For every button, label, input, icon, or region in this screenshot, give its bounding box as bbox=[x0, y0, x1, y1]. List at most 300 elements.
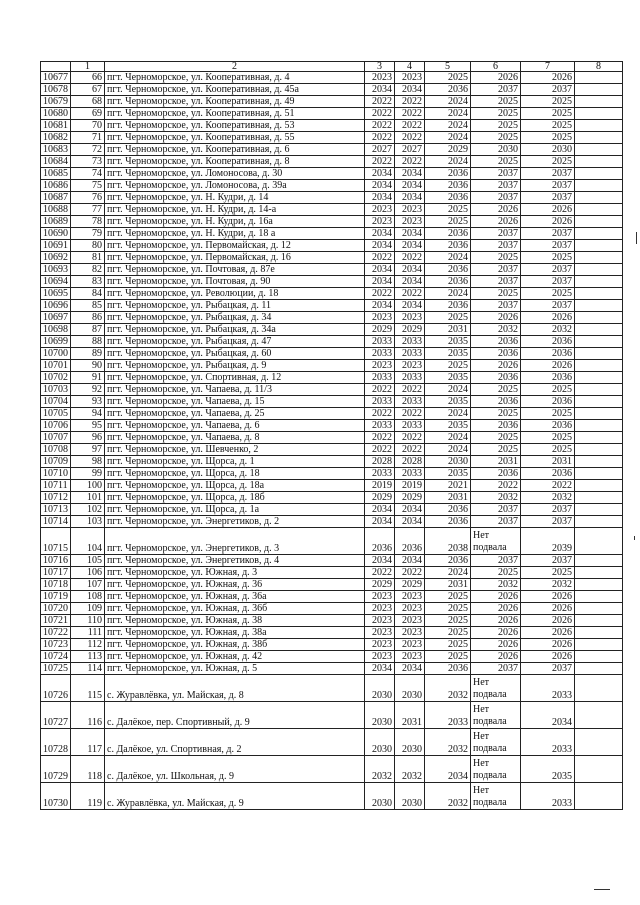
row-number-cell: 91 bbox=[71, 372, 105, 384]
year-col6-cell: 2025 bbox=[471, 288, 521, 300]
row-id-cell: 10720 bbox=[41, 603, 71, 615]
table-row bbox=[41, 144, 623, 156]
address-cell: пгт. Черноморское, ул. Н. Кудри, д. 14-а bbox=[105, 204, 365, 216]
address-cell: пгт. Черноморское, ул. Щорса, д. 18 bbox=[105, 468, 365, 480]
table-row bbox=[41, 384, 623, 396]
row-id-cell: 10724 bbox=[41, 651, 71, 663]
address-cell: пгт. Черноморское, ул. Кооперативная, д. 8 bbox=[105, 156, 365, 168]
year-col3-cell: 2030 bbox=[365, 783, 395, 810]
year-col4-cell: 2022 bbox=[395, 156, 425, 168]
row-number-cell: 96 bbox=[71, 432, 105, 444]
row-id-cell: 10688 bbox=[41, 204, 71, 216]
row-number-cell: 86 bbox=[71, 312, 105, 324]
table-row bbox=[41, 444, 623, 456]
address-cell: пгт. Черноморское, ул. Щорса, д. 1 bbox=[105, 456, 365, 468]
table-row bbox=[41, 312, 623, 324]
year-col3-cell: 2022 bbox=[365, 132, 395, 144]
scan-mark bbox=[634, 536, 635, 540]
year-col3-cell: 2033 bbox=[365, 348, 395, 360]
year-col7-cell: 2025 bbox=[521, 252, 575, 264]
row-id-cell: 10713 bbox=[41, 504, 71, 516]
col8-empty-cell bbox=[575, 204, 623, 216]
row-number-cell: 66 bbox=[71, 72, 105, 84]
header-row bbox=[41, 62, 623, 72]
address-cell: с. Далёкое, ул. Школьная, д. 9 bbox=[105, 756, 365, 783]
row-number-cell: 119 bbox=[71, 783, 105, 810]
year-col5-cell: 2036 bbox=[425, 504, 471, 516]
year-col6-cell: 2026 bbox=[471, 627, 521, 639]
address-cell: пгт. Черноморское, ул. Первомайская, д. 16 bbox=[105, 252, 365, 264]
year-col4-cell: 2029 bbox=[395, 579, 425, 591]
row-id-cell: 10712 bbox=[41, 492, 71, 504]
year-col7-cell: 2026 bbox=[521, 204, 575, 216]
year-col6-cell: 2025 bbox=[471, 156, 521, 168]
year-col6-cell: 2037 bbox=[471, 84, 521, 96]
table-row bbox=[41, 240, 623, 252]
year-col7-cell: 2026 bbox=[521, 603, 575, 615]
col8-empty-cell bbox=[575, 567, 623, 579]
row-id-cell: 10700 bbox=[41, 348, 71, 360]
year-col6-cell: 2026 bbox=[471, 603, 521, 615]
year-col5-cell: 2033 bbox=[425, 702, 471, 729]
year-col6-cell: 2026 bbox=[471, 204, 521, 216]
year-col4-cell: 2023 bbox=[395, 312, 425, 324]
year-col3-cell: 2022 bbox=[365, 108, 395, 120]
year-col5-cell: 2025 bbox=[425, 639, 471, 651]
year-col3-cell: 2022 bbox=[365, 288, 395, 300]
address-cell: пгт. Черноморское, ул. Рыбацкая, д. 34а bbox=[105, 324, 365, 336]
year-col3-cell: 2022 bbox=[365, 567, 395, 579]
year-col5-cell: 2036 bbox=[425, 663, 471, 675]
row-number-cell: 109 bbox=[71, 603, 105, 615]
year-col4-cell: 2023 bbox=[395, 603, 425, 615]
table-row bbox=[41, 468, 623, 480]
table-row bbox=[41, 591, 623, 603]
year-col3-cell: 2023 bbox=[365, 591, 395, 603]
year-col6-cell: 2030 bbox=[471, 144, 521, 156]
year-col5-cell: 2024 bbox=[425, 567, 471, 579]
year-col7-cell: 2032 bbox=[521, 492, 575, 504]
year-col3-cell: 2034 bbox=[365, 84, 395, 96]
row-id-cell: 10684 bbox=[41, 156, 71, 168]
address-cell: пгт. Черноморское, ул. Кооперативная, д. 45а bbox=[105, 84, 365, 96]
year-col7-cell: 2025 bbox=[521, 567, 575, 579]
address-cell: пгт. Черноморское, ул. Почтовая, д. 87е bbox=[105, 264, 365, 276]
year-col5-cell: 2035 bbox=[425, 396, 471, 408]
year-col4-cell: 2023 bbox=[395, 651, 425, 663]
row-id-cell: 10722 bbox=[41, 627, 71, 639]
header-cell: 2 bbox=[105, 62, 365, 72]
year-col6-cell: Нет подвала bbox=[471, 528, 521, 555]
year-col4-cell: 2034 bbox=[395, 504, 425, 516]
row-id-cell: 10716 bbox=[41, 555, 71, 567]
col8-empty-cell bbox=[575, 360, 623, 372]
year-col5-cell: 2035 bbox=[425, 348, 471, 360]
table-row bbox=[41, 192, 623, 204]
row-number-cell: 70 bbox=[71, 120, 105, 132]
year-col3-cell: 2034 bbox=[365, 516, 395, 528]
year-col7-cell: 2022 bbox=[521, 480, 575, 492]
year-col6-cell: 2037 bbox=[471, 240, 521, 252]
year-col4-cell: 2034 bbox=[395, 555, 425, 567]
row-id-cell: 10708 bbox=[41, 444, 71, 456]
year-col6-cell: 2037 bbox=[471, 192, 521, 204]
table-row bbox=[41, 252, 623, 264]
year-col5-cell: 2036 bbox=[425, 264, 471, 276]
year-col5-cell: 2036 bbox=[425, 192, 471, 204]
table-row bbox=[41, 156, 623, 168]
table-row bbox=[41, 336, 623, 348]
year-col6-cell: 2025 bbox=[471, 252, 521, 264]
row-id-cell: 10686 bbox=[41, 180, 71, 192]
row-id-cell: 10683 bbox=[41, 144, 71, 156]
table-row bbox=[41, 702, 623, 729]
row-id-cell: 10706 bbox=[41, 420, 71, 432]
row-id-cell: 10699 bbox=[41, 336, 71, 348]
col8-empty-cell bbox=[575, 420, 623, 432]
year-col6-cell: 2036 bbox=[471, 372, 521, 384]
col8-empty-cell bbox=[575, 276, 623, 288]
col8-empty-cell bbox=[575, 702, 623, 729]
row-id-cell: 10707 bbox=[41, 432, 71, 444]
row-number-cell: 116 bbox=[71, 702, 105, 729]
year-col7-cell: 2025 bbox=[521, 384, 575, 396]
table-row bbox=[41, 783, 623, 810]
row-id-cell: 10714 bbox=[41, 516, 71, 528]
year-col4-cell: 2023 bbox=[395, 615, 425, 627]
year-col3-cell: 2033 bbox=[365, 396, 395, 408]
row-number-cell: 89 bbox=[71, 348, 105, 360]
col8-empty-cell bbox=[575, 783, 623, 810]
address-cell: пгт. Черноморское, ул. Ломоносова, д. 30 bbox=[105, 168, 365, 180]
table-row bbox=[41, 675, 623, 702]
address-cell: пгт. Черноморское, ул. Чапаева, д. 8 bbox=[105, 432, 365, 444]
year-col4-cell: 2022 bbox=[395, 96, 425, 108]
year-col3-cell: 2034 bbox=[365, 276, 395, 288]
table-row bbox=[41, 756, 623, 783]
year-col4-cell: 2022 bbox=[395, 288, 425, 300]
year-col5-cell: 2025 bbox=[425, 216, 471, 228]
row-number-cell: 112 bbox=[71, 639, 105, 651]
year-col7-cell: 2036 bbox=[521, 420, 575, 432]
col8-empty-cell bbox=[575, 180, 623, 192]
year-col5-cell: 2036 bbox=[425, 168, 471, 180]
year-col7-cell: 2036 bbox=[521, 468, 575, 480]
year-col4-cell: 2034 bbox=[395, 228, 425, 240]
year-col3-cell: 2034 bbox=[365, 264, 395, 276]
row-number-cell: 118 bbox=[71, 756, 105, 783]
row-number-cell: 76 bbox=[71, 192, 105, 204]
row-number-cell: 113 bbox=[71, 651, 105, 663]
year-col3-cell: 2030 bbox=[365, 702, 395, 729]
year-col5-cell: 2036 bbox=[425, 516, 471, 528]
year-col4-cell: 2022 bbox=[395, 108, 425, 120]
header-cell: 4 bbox=[395, 62, 425, 72]
year-col7-cell: 2036 bbox=[521, 336, 575, 348]
year-col3-cell: 2023 bbox=[365, 216, 395, 228]
year-col4-cell: 2022 bbox=[395, 384, 425, 396]
address-cell: пгт. Черноморское, ул. Рыбацкая, д. 34 bbox=[105, 312, 365, 324]
row-id-cell: 10721 bbox=[41, 615, 71, 627]
row-id-cell: 10704 bbox=[41, 396, 71, 408]
year-col4-cell: 2030 bbox=[395, 729, 425, 756]
year-col3-cell: 2034 bbox=[365, 228, 395, 240]
year-col7-cell: 2025 bbox=[521, 444, 575, 456]
row-number-cell: 79 bbox=[71, 228, 105, 240]
year-col7-cell: 2025 bbox=[521, 408, 575, 420]
row-id-cell: 10701 bbox=[41, 360, 71, 372]
table-row bbox=[41, 168, 623, 180]
year-col3-cell: 2022 bbox=[365, 156, 395, 168]
address-cell: пгт. Черноморское, ул. Энергетиков, д. 2 bbox=[105, 516, 365, 528]
year-col7-cell: 2026 bbox=[521, 312, 575, 324]
col8-empty-cell bbox=[575, 663, 623, 675]
address-cell: пгт. Черноморское, ул. Шевченко, 2 bbox=[105, 444, 365, 456]
year-col3-cell: 2022 bbox=[365, 120, 395, 132]
table-body bbox=[41, 72, 623, 810]
row-id-cell: 10695 bbox=[41, 288, 71, 300]
year-col6-cell: Нет подвала bbox=[471, 675, 521, 702]
year-col7-cell: 2037 bbox=[521, 276, 575, 288]
row-id-cell: 10694 bbox=[41, 276, 71, 288]
table-row bbox=[41, 120, 623, 132]
year-col5-cell: 2032 bbox=[425, 783, 471, 810]
col8-empty-cell bbox=[575, 651, 623, 663]
col8-empty-cell bbox=[575, 72, 623, 84]
year-col6-cell: 2037 bbox=[471, 555, 521, 567]
row-id-cell: 10692 bbox=[41, 252, 71, 264]
year-col7-cell: 2025 bbox=[521, 432, 575, 444]
year-col7-cell: 2026 bbox=[521, 615, 575, 627]
year-col6-cell: Нет подвала bbox=[471, 756, 521, 783]
address-cell: пгт. Черноморское, ул. Южная, д. 5 bbox=[105, 663, 365, 675]
col8-empty-cell bbox=[575, 729, 623, 756]
year-col3-cell: 2033 bbox=[365, 468, 395, 480]
row-id-cell: 10729 bbox=[41, 756, 71, 783]
year-col7-cell: 2037 bbox=[521, 663, 575, 675]
year-col3-cell: 2034 bbox=[365, 192, 395, 204]
row-id-cell: 10697 bbox=[41, 312, 71, 324]
row-id-cell: 10727 bbox=[41, 702, 71, 729]
col8-empty-cell bbox=[575, 555, 623, 567]
row-number-cell: 93 bbox=[71, 396, 105, 408]
col8-empty-cell bbox=[575, 675, 623, 702]
address-cell: пгт. Черноморское, ул. Почтовая, д. 90 bbox=[105, 276, 365, 288]
year-col5-cell: 2025 bbox=[425, 204, 471, 216]
row-number-cell: 111 bbox=[71, 627, 105, 639]
address-cell: пгт. Черноморское, ул. Чапаева, д. 15 bbox=[105, 396, 365, 408]
year-col4-cell: 2028 bbox=[395, 456, 425, 468]
year-col4-cell: 2034 bbox=[395, 192, 425, 204]
address-cell: пгт. Черноморское, ул. Кооперативная, д. 55 bbox=[105, 132, 365, 144]
row-number-cell: 83 bbox=[71, 276, 105, 288]
year-col4-cell: 2031 bbox=[395, 702, 425, 729]
year-col6-cell: 2025 bbox=[471, 108, 521, 120]
row-number-cell: 97 bbox=[71, 444, 105, 456]
year-col6-cell: 2025 bbox=[471, 384, 521, 396]
header-cell: 5 bbox=[425, 62, 471, 72]
year-col7-cell: 2025 bbox=[521, 156, 575, 168]
year-col4-cell: 2033 bbox=[395, 468, 425, 480]
row-number-cell: 114 bbox=[71, 663, 105, 675]
year-col3-cell: 2034 bbox=[365, 300, 395, 312]
header-cell: 6 bbox=[471, 62, 521, 72]
row-id-cell: 10725 bbox=[41, 663, 71, 675]
address-cell: пгт. Черноморское, ул. Южная, д. 42 bbox=[105, 651, 365, 663]
col8-empty-cell bbox=[575, 312, 623, 324]
col8-empty-cell bbox=[575, 480, 623, 492]
year-col4-cell: 2022 bbox=[395, 444, 425, 456]
year-col3-cell: 2033 bbox=[365, 372, 395, 384]
row-number-cell: 72 bbox=[71, 144, 105, 156]
year-col5-cell: 2024 bbox=[425, 252, 471, 264]
year-col5-cell: 2024 bbox=[425, 156, 471, 168]
table-row bbox=[41, 84, 623, 96]
col8-empty-cell bbox=[575, 396, 623, 408]
col8-empty-cell bbox=[575, 192, 623, 204]
col8-empty-cell bbox=[575, 528, 623, 555]
row-number-cell: 82 bbox=[71, 264, 105, 276]
year-col7-cell: 2026 bbox=[521, 591, 575, 603]
year-col4-cell: 2033 bbox=[395, 396, 425, 408]
row-id-cell: 10677 bbox=[41, 72, 71, 84]
year-col5-cell: 2025 bbox=[425, 615, 471, 627]
row-id-cell: 10715 bbox=[41, 528, 71, 555]
year-col6-cell: 2025 bbox=[471, 567, 521, 579]
header-cell: 7 bbox=[521, 62, 575, 72]
year-col3-cell: 2022 bbox=[365, 96, 395, 108]
address-cell: пгт. Черноморское, ул. Чапаева, д. 6 bbox=[105, 420, 365, 432]
year-col6-cell: 2026 bbox=[471, 651, 521, 663]
year-col3-cell: 2023 bbox=[365, 651, 395, 663]
year-col4-cell: 2023 bbox=[395, 360, 425, 372]
year-col7-cell: 2025 bbox=[521, 108, 575, 120]
row-id-cell: 10728 bbox=[41, 729, 71, 756]
table-row bbox=[41, 567, 623, 579]
row-id-cell: 10687 bbox=[41, 192, 71, 204]
row-id-cell: 10723 bbox=[41, 639, 71, 651]
col8-empty-cell bbox=[575, 756, 623, 783]
table-row bbox=[41, 264, 623, 276]
address-cell: с. Журавлёвка, ул. Майская, д. 9 bbox=[105, 783, 365, 810]
row-id-cell: 10682 bbox=[41, 132, 71, 144]
row-number-cell: 115 bbox=[71, 675, 105, 702]
row-number-cell: 85 bbox=[71, 300, 105, 312]
table-row bbox=[41, 555, 623, 567]
address-cell: с. Далёкое, пер. Спортивный, д. 9 bbox=[105, 702, 365, 729]
header-cell: 3 bbox=[365, 62, 395, 72]
year-col4-cell: 2022 bbox=[395, 252, 425, 264]
year-col5-cell: 2024 bbox=[425, 120, 471, 132]
address-cell: пгт. Черноморское, ул. Н. Кудри, д. 14 bbox=[105, 192, 365, 204]
col8-empty-cell bbox=[575, 372, 623, 384]
year-col4-cell: 2030 bbox=[395, 675, 425, 702]
col8-empty-cell bbox=[575, 456, 623, 468]
year-col4-cell: 2030 bbox=[395, 783, 425, 810]
year-col5-cell: 2036 bbox=[425, 555, 471, 567]
row-number-cell: 90 bbox=[71, 360, 105, 372]
year-col7-cell: 2035 bbox=[521, 756, 575, 783]
col8-empty-cell bbox=[575, 348, 623, 360]
year-col3-cell: 2023 bbox=[365, 360, 395, 372]
year-col6-cell: 2025 bbox=[471, 120, 521, 132]
address-cell: пгт. Черноморское, ул. Рыбацкая, д. 60 bbox=[105, 348, 365, 360]
address-cell: пгт. Черноморское, ул. Энергетиков, д. 3 bbox=[105, 528, 365, 555]
year-col4-cell: 2023 bbox=[395, 204, 425, 216]
row-id-cell: 10730 bbox=[41, 783, 71, 810]
row-number-cell: 99 bbox=[71, 468, 105, 480]
address-cell: пгт. Черноморское, ул. Щорса, д. 18б bbox=[105, 492, 365, 504]
year-col6-cell: 2037 bbox=[471, 228, 521, 240]
col8-empty-cell bbox=[575, 492, 623, 504]
year-col5-cell: 2035 bbox=[425, 372, 471, 384]
year-col5-cell: 2031 bbox=[425, 492, 471, 504]
year-col4-cell: 2034 bbox=[395, 516, 425, 528]
row-number-cell: 104 bbox=[71, 528, 105, 555]
year-col7-cell: 2037 bbox=[521, 180, 575, 192]
year-col6-cell: 2037 bbox=[471, 300, 521, 312]
year-col5-cell: 2035 bbox=[425, 468, 471, 480]
table-row bbox=[41, 603, 623, 615]
row-id-cell: 10680 bbox=[41, 108, 71, 120]
year-col6-cell: 2026 bbox=[471, 591, 521, 603]
year-col3-cell: 2028 bbox=[365, 456, 395, 468]
year-col3-cell: 2034 bbox=[365, 168, 395, 180]
year-col4-cell: 2023 bbox=[395, 591, 425, 603]
table-row bbox=[41, 216, 623, 228]
year-col6-cell: 2026 bbox=[471, 312, 521, 324]
col8-empty-cell bbox=[575, 96, 623, 108]
year-col5-cell: 2031 bbox=[425, 579, 471, 591]
year-col3-cell: 2027 bbox=[365, 144, 395, 156]
year-col4-cell: 2032 bbox=[395, 756, 425, 783]
row-id-cell: 10702 bbox=[41, 372, 71, 384]
year-col3-cell: 2029 bbox=[365, 324, 395, 336]
year-col7-cell: 2025 bbox=[521, 96, 575, 108]
table-row bbox=[41, 288, 623, 300]
row-id-cell: 10711 bbox=[41, 480, 71, 492]
col8-empty-cell bbox=[575, 252, 623, 264]
year-col7-cell: 2032 bbox=[521, 579, 575, 591]
year-col4-cell: 2034 bbox=[395, 300, 425, 312]
address-cell: пгт. Черноморское, ул. Н. Кудри, д. 16а bbox=[105, 216, 365, 228]
scan-mark bbox=[594, 889, 610, 890]
table-row bbox=[41, 528, 623, 555]
year-col6-cell: 2032 bbox=[471, 492, 521, 504]
address-cell: пгт. Черноморское, ул. Кооперативная, д. 4 bbox=[105, 72, 365, 84]
table-row bbox=[41, 276, 623, 288]
address-cell: пгт. Черноморское, ул. Революции, д. 18 bbox=[105, 288, 365, 300]
year-col3-cell: 2034 bbox=[365, 504, 395, 516]
row-number-cell: 84 bbox=[71, 288, 105, 300]
table-row bbox=[41, 204, 623, 216]
row-number-cell: 87 bbox=[71, 324, 105, 336]
header-cell: 8 bbox=[575, 62, 623, 72]
year-col4-cell: 2022 bbox=[395, 567, 425, 579]
address-cell: пгт. Черноморское, ул. Щорса, д. 18а bbox=[105, 480, 365, 492]
row-id-cell: 10689 bbox=[41, 216, 71, 228]
year-col5-cell: 2025 bbox=[425, 651, 471, 663]
col8-empty-cell bbox=[575, 156, 623, 168]
address-cell: пгт. Черноморское, ул. Рыбацкая, д. 11 bbox=[105, 300, 365, 312]
address-cell: пгт. Черноморское, ул. Чапаева, д. 25 bbox=[105, 408, 365, 420]
year-col3-cell: 2034 bbox=[365, 663, 395, 675]
row-number-cell: 100 bbox=[71, 480, 105, 492]
address-cell: пгт. Черноморское, ул. Кооперативная, д. 6 bbox=[105, 144, 365, 156]
row-id-cell: 10685 bbox=[41, 168, 71, 180]
year-col6-cell: 2037 bbox=[471, 180, 521, 192]
row-number-cell: 88 bbox=[71, 336, 105, 348]
